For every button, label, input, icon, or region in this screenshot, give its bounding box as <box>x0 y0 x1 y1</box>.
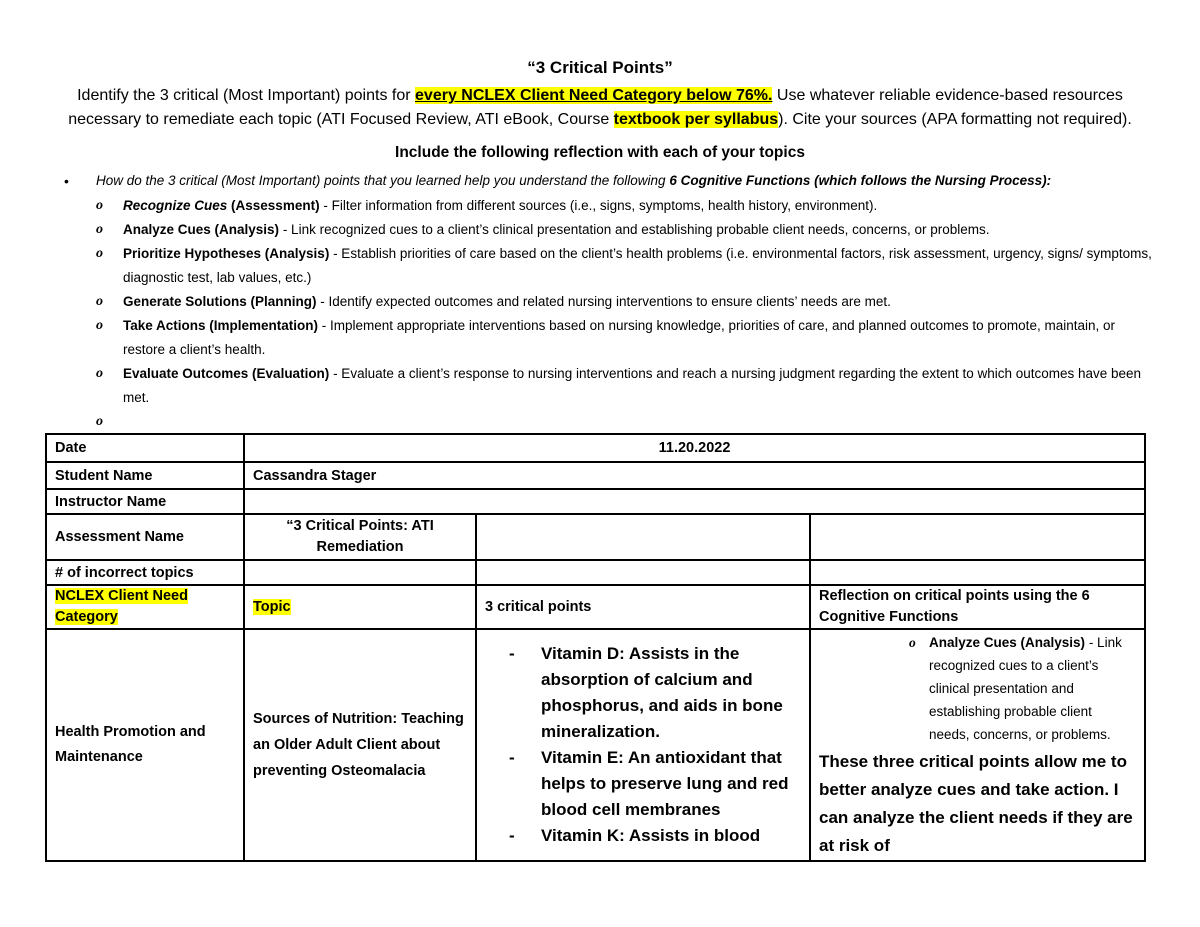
function-phase: (Assessment) <box>227 198 320 213</box>
list-item <box>509 745 801 823</box>
header-points: 3 critical points <box>476 585 810 629</box>
dash-icon: - <box>509 748 515 767</box>
function-evaluate-outcomes <box>96 362 1156 410</box>
bullet-icon: • <box>64 173 69 189</box>
incorrect-row <box>46 560 1145 585</box>
document-title: “3 Critical Points” <box>527 58 673 77</box>
sub-bullet-icon: o <box>96 414 103 429</box>
point-text: Vitamin E: An antioxidant that helps to preserve lung and red blood cell membranes <box>541 748 789 819</box>
list-item <box>509 641 801 745</box>
instructor-row <box>46 489 1145 514</box>
reflection-function <box>819 631 1136 746</box>
row-points-cell <box>476 629 810 861</box>
intro-text-3: ). Cite your sources (APA formatting not required). <box>778 111 1132 128</box>
student-row <box>46 462 1145 489</box>
table-row <box>46 629 1145 861</box>
function-desc: - Link recognized cues to a client’s clinical presentation and establishing probable client needs, concerns, or problems. <box>279 222 990 237</box>
function-desc: - Evaluate a client’s response to nursing interventions and reach a nursing judgment regarding the extent to which outcomes have been met. <box>123 366 1142 405</box>
reflection-question-lead: How do the 3 critical (Most Important) points that you learned help you understand the following <box>96 173 670 188</box>
sub-bullet-icon: o <box>96 366 103 381</box>
cognitive-functions-list <box>96 194 1156 434</box>
function-recognize-cues <box>96 194 1156 218</box>
header-category <box>46 585 244 629</box>
incorrect-label: # of incorrect topics <box>46 560 244 585</box>
dash-icon: - <box>509 826 515 845</box>
function-take-actions <box>96 314 1156 362</box>
function-analyze-cues <box>96 218 1156 242</box>
reflection-heading: Include the following reflection with each of your topics <box>395 144 805 161</box>
sub-bullet-icon: o <box>96 318 103 333</box>
function-name: Evaluate Outcomes (Evaluation) <box>123 366 330 381</box>
function-name: Prioritize Hypotheses (Analysis) <box>123 246 330 261</box>
sub-bullet-icon: o <box>96 246 103 261</box>
header-topic <box>244 585 476 629</box>
student-label: Student Name <box>46 462 244 489</box>
header-category-text: NCLEX Client Need Category <box>55 588 188 625</box>
function-name: Take Actions (Implementation) <box>123 318 319 333</box>
critical-points-list <box>485 641 801 849</box>
function-desc: - Establish priorities of care based on the client’s health problems (i.e. environmental factors, risk assessment, urgency, signs/ symptoms, diagnostic test, lab values, etc.) <box>123 246 1152 285</box>
column-header-row <box>46 585 1145 629</box>
row-category: Health Promotion and Maintenance <box>46 629 244 861</box>
sub-bullet-icon: o <box>96 294 103 309</box>
header-topic-text: Topic <box>253 599 291 615</box>
header-reflection: Reflection on critical points using the 6 Cognitive Functions <box>810 585 1145 629</box>
date-label: Date <box>46 434 244 462</box>
point-text: Vitamin D: Assists in the absorption of calcium and phosphorus, and aids in bone mineralization. <box>541 644 783 741</box>
intro-highlight-category: every NCLEX Client Need Category below 76%. <box>415 87 773 104</box>
row-topic: Sources of Nutrition: Teaching an Older Adult Client about preventing Osteomalacia <box>244 629 476 861</box>
function-name: Generate Solutions (Planning) <box>123 294 317 309</box>
intro-highlight-textbook: textbook per syllabus <box>613 111 779 128</box>
intro-text-1: Identify the 3 critical (Most Important) points for <box>77 87 416 104</box>
assessment-label: Assessment Name <box>46 514 244 560</box>
sub-bullet-icon: o <box>96 222 103 237</box>
incorrect-empty-cell <box>810 560 1145 585</box>
instructor-label: Instructor Name <box>46 489 244 514</box>
reflection-question-bold: 6 Cognitive Functions (which follows the Nursing Process): <box>669 173 1052 188</box>
point-text: Vitamin K: Assists in blood <box>541 826 761 845</box>
function-name: Analyze Cues (Analysis) <box>123 222 280 237</box>
student-value: Cassandra Stager <box>244 462 1145 489</box>
function-desc: - Implement appropriate interventions based on nursing knowledge, priorities of care, and planned outcomes to promote, maintain, or restore a client’s health. <box>123 318 1115 357</box>
function-desc: - Identify expected outcomes and related nursing interventions to ensure clients’ needs are met. <box>316 294 891 309</box>
function-prioritize-hypotheses <box>96 242 1156 290</box>
assessment-empty-cell <box>810 514 1145 560</box>
intro-text-2: Use whatever reliable evidence-based resources necessary to remediate each topic (ATI Focused Review, ATI eBook, Course <box>68 87 1123 128</box>
date-value: 11.20.2022 <box>244 434 1145 462</box>
instructions-paragraph <box>48 84 1152 132</box>
incorrect-empty-cell <box>244 560 476 585</box>
instructor-value <box>244 489 1145 514</box>
remediation-table <box>45 433 1146 862</box>
row-reflection-cell <box>810 629 1145 861</box>
sub-bullet-icon: o <box>909 634 916 650</box>
function-desc: - Filter information from different sources (i.e., signs, symptoms, health history, environment). <box>319 198 878 213</box>
reflection-question-text <box>96 171 1156 191</box>
list-item <box>509 823 801 849</box>
incorrect-empty-cell <box>476 560 810 585</box>
empty-sub-bullet <box>96 410 1156 434</box>
reflection-function-desc: - Link recognized cues to a client’s clinical presentation and establishing probable client needs, concerns, or problems. <box>929 634 1122 742</box>
date-row <box>46 434 1145 462</box>
function-name: Recognize Cues <box>123 198 228 213</box>
assessment-value: “3 Critical Points: ATI Remediation <box>244 514 476 560</box>
reflection-text: These three critical points allow me to better analyze cues and take action. I can analyze the client needs if they are at risk of <box>819 751 1133 855</box>
sub-bullet-icon: o <box>96 198 103 213</box>
function-generate-solutions <box>96 290 1156 314</box>
dash-icon: - <box>509 644 515 663</box>
assessment-row <box>46 514 1145 560</box>
assessment-empty-cell <box>476 514 810 560</box>
reflection-function-name: Analyze Cues (Analysis) <box>929 634 1086 650</box>
